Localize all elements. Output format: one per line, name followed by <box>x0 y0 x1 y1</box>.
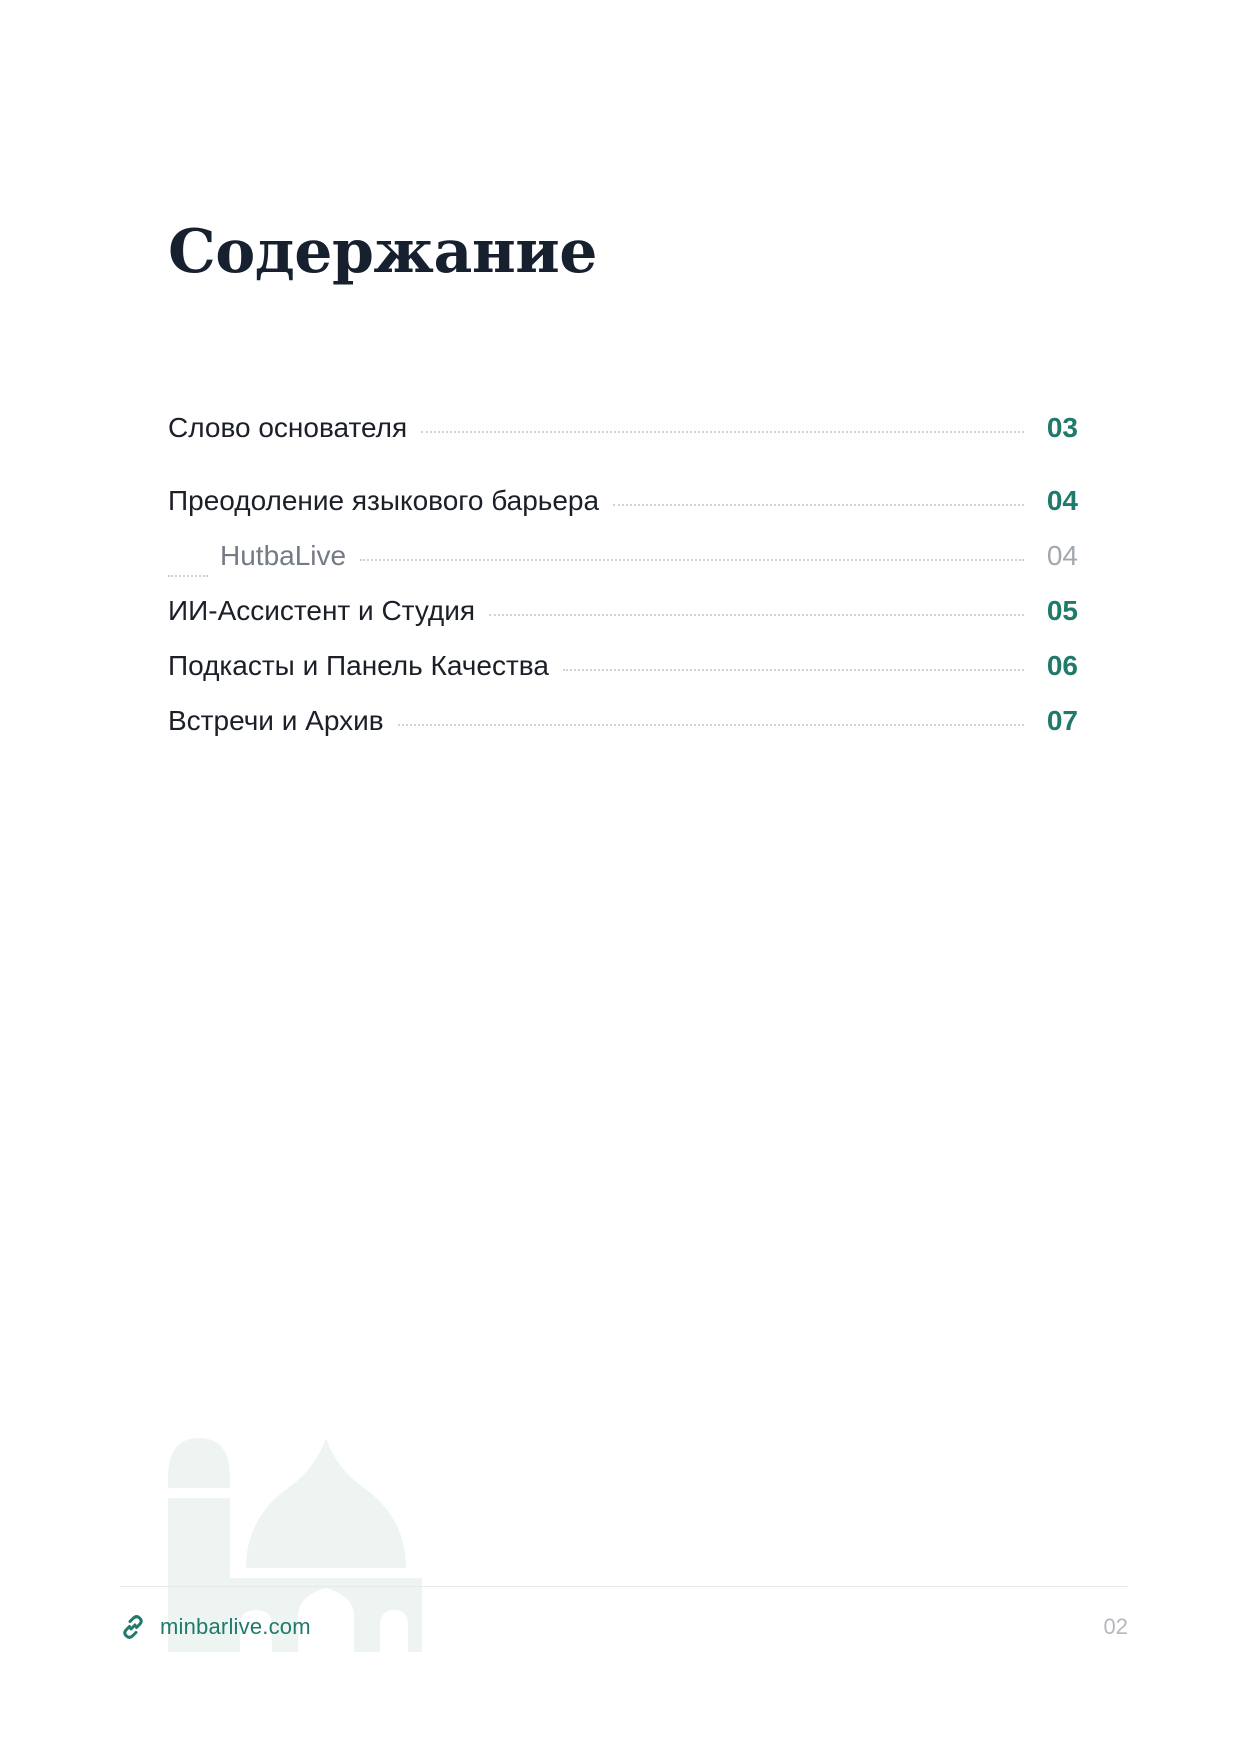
toc-entry-page: 04 <box>1046 540 1078 571</box>
toc-dot-leader <box>360 559 1024 561</box>
toc-dot-leader <box>613 504 1024 506</box>
toc-entry-podcasts[interactable] <box>168 646 1078 701</box>
footer-divider <box>120 1586 1128 1587</box>
toc-entry-founder-word[interactable] <box>168 408 1078 463</box>
page-title: Содержание <box>168 217 597 287</box>
toc-dot-leader <box>489 614 1024 616</box>
toc-dot-leader <box>398 724 1024 726</box>
toc-entry-ai-assistant[interactable] <box>168 591 1078 646</box>
toc-entry-page: 06 <box>1046 650 1078 681</box>
toc-entry-label: Подкасты и Панель Качества <box>168 650 549 681</box>
toc-entry-label: Встречи и Архив <box>168 705 384 736</box>
toc-entry-language-barrier[interactable] <box>168 481 1078 536</box>
page-number: 02 <box>1103 1614 1128 1639</box>
footer-url: minbarlive.com <box>160 1614 311 1639</box>
toc-entry-label: Слово основателя <box>168 412 408 443</box>
toc-entry-label: HutbaLive <box>220 540 347 571</box>
toc-entry-page: 04 <box>1046 485 1078 516</box>
link-icon <box>120 1614 146 1640</box>
toc-entry-label: ИИ-Ассистент и Студия <box>168 595 476 626</box>
toc-indent-leader <box>168 575 208 577</box>
toc-entry-meetings-archive[interactable] <box>168 701 1078 756</box>
toc-entry-label: Преодоление языкового барьера <box>168 485 600 516</box>
toc-dot-leader <box>563 669 1024 671</box>
toc-subentry-hutbalive[interactable] <box>168 536 1078 591</box>
toc-entry-page: 07 <box>1046 705 1078 736</box>
table-of-contents <box>168 408 1078 756</box>
toc-entry-page: 03 <box>1046 412 1078 443</box>
toc-entry-page: 05 <box>1046 595 1078 626</box>
toc-dot-leader <box>421 431 1024 433</box>
website-link[interactable] <box>120 1612 311 1642</box>
